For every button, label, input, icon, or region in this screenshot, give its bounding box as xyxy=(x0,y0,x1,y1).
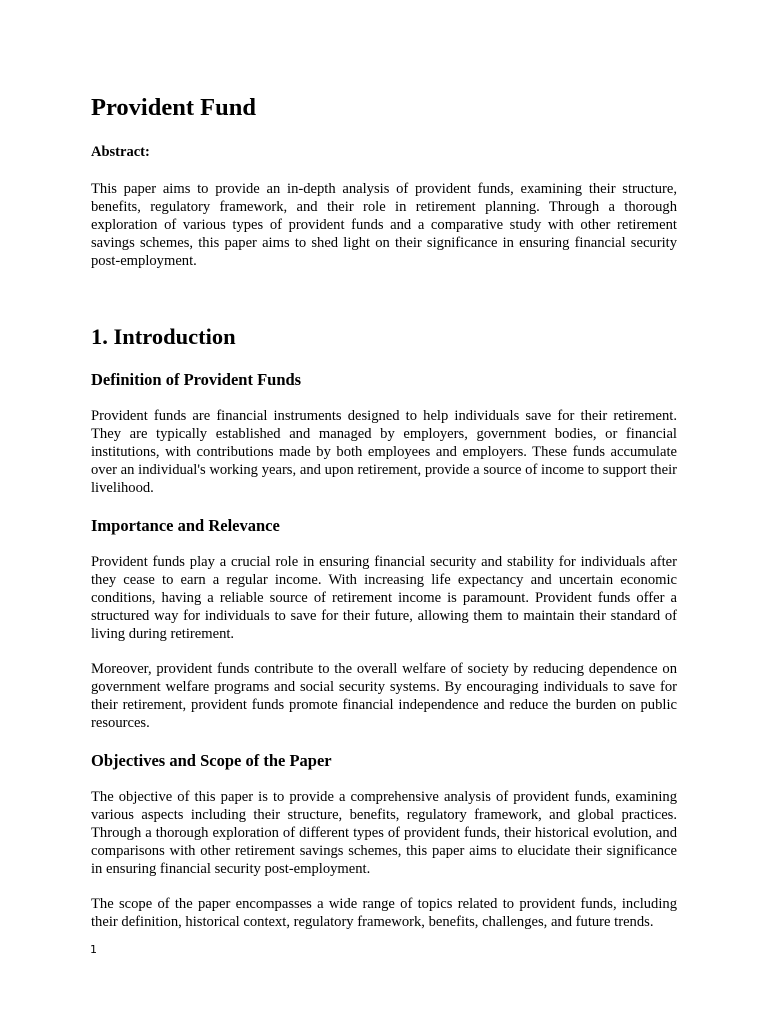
section-heading-introduction: 1. Introduction xyxy=(91,324,236,349)
paragraph-importance-1: Provident funds play a crucial role in ensuring financial security and stability for individuals after they cease to earn a regular income. With increasing life expectancy and uncertain economic conditions, having a reliable source of retirement income is paramount. Provident funds offer a structured way for individuals to save for their future, allowing them to maintain their standard of living during retirement. xyxy=(91,554,677,642)
subheading-definition: Definition of Provident Funds xyxy=(91,370,302,389)
abstract-paragraph: This paper aims to provide an in-depth analysis of provident funds, examining their structure, benefits, regulatory framework, and their role in retirement planning. Through a thorough exploration of various types of provident funds and a comparative study with other retirement savings schemes, this paper aims to shed light on their significance in ensuring financial security post-employment. xyxy=(91,181,677,269)
paragraph-scope: The scope of the paper encompasses a wide range of topics related to provident funds, including their definition, historical context, regulatory framework, benefits, challenges, and future trends. xyxy=(91,896,677,930)
subheading-objectives: Objectives and Scope of the Paper xyxy=(91,751,332,770)
subheading-importance: Importance and Relevance xyxy=(91,516,280,535)
document-title: Provident Fund xyxy=(91,94,256,121)
paragraph-importance-2: Moreover, provident funds contribute to the overall welfare of society by reducing dependence on government welfare programs and social security systems. By encouraging individuals to save for their retirement, provident funds promote financial independence and reduce the burden on public resources. xyxy=(91,661,677,731)
paragraph-objectives: The objective of this paper is to provide a comprehensive analysis of provident funds, examining various aspects including their structure, benefits, regulatory framework, and global practices. Through a thorough exploration of different types of provident funds, their historical evolution, and comparisons with other retirement savings schemes, this paper aims to elucidate their significance in ensuring financial security post-employment. xyxy=(91,789,677,877)
page-number: 1 xyxy=(90,943,97,956)
paragraph-definition: Provident funds are financial instruments designed to help individuals save for their retirement. They are typically established and managed by employers, government bodies, or financial institutions, with contributions made by both employees and employers. These funds accumulate over an individual's working years, and upon retirement, provide a source of income to support their livelihood. xyxy=(91,408,677,496)
abstract-label: Abstract: xyxy=(91,144,150,160)
